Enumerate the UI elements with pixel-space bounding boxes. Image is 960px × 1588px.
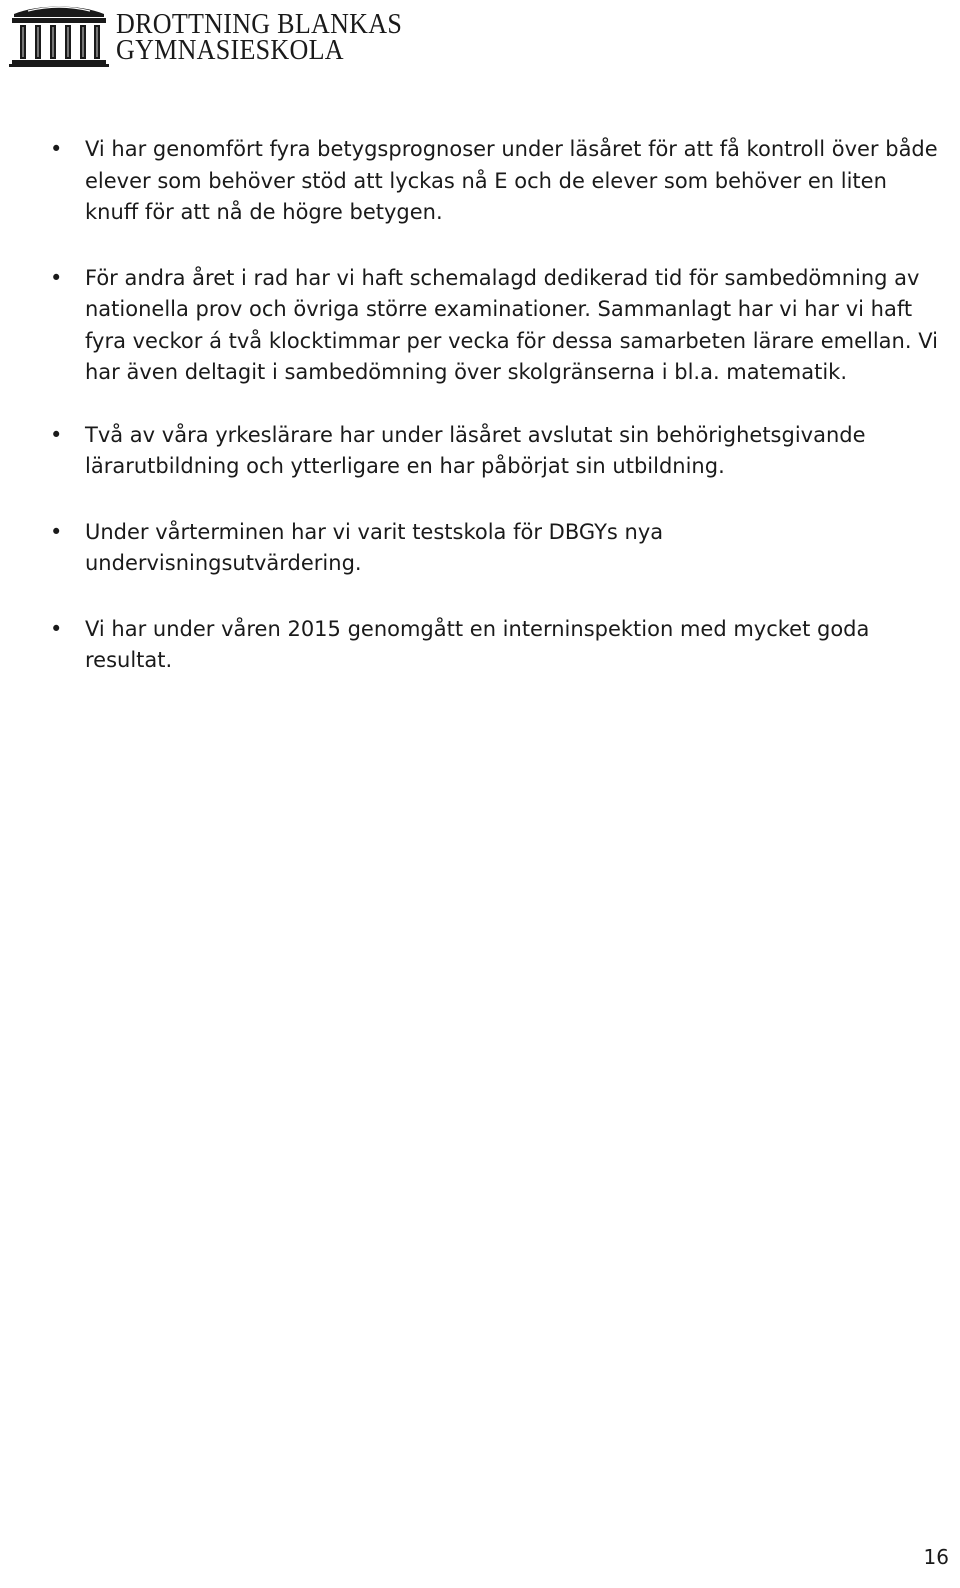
columns-building-icon (8, 2, 110, 68)
list-item-text: Under vårterminen har vi varit testskola för DBGYs nya undervisningsutvärdering. (85, 519, 664, 575)
school-header (8, 2, 424, 70)
bullet-marker: • (50, 265, 63, 290)
list-item-text: Vi har genomfört fyra betygsprognoser under läsåret för att få kontroll över både elever som behöver stöd att lyckas nå E och de elever som behöver en liten knuff för att nå de högre betygen. (85, 137, 938, 224)
logo-line-1: DROTTNING BLANKAS (116, 9, 403, 40)
list-item-text: För andra året i rad har vi haft schemalagd dedikerad tid för sambedömning av nationella prov och övriga större examinationer. Sammanlagt har vi har vi haft fyra veckor á två klocktimmar per vecka för dessa samarbeten lärare emellan. Vi har även deltagit i sambedömning över skolgränserna i bl.a. matematik. (85, 265, 938, 384)
list-item (0, 420, 960, 483)
list-item (0, 614, 960, 677)
list-item-text: Två av våra yrkeslärare har under läsåret avslutat sin behörighetsgivande lärarutbildning och ytterligare en har påbörjat sin utbildning. (85, 422, 866, 478)
bullet-marker: • (50, 137, 63, 161)
logo-line-2: GYMNASIESKOLA (116, 35, 344, 66)
document-body (0, 134, 960, 711)
list-item (0, 517, 960, 580)
list-item (0, 134, 960, 229)
list-item (0, 263, 960, 389)
bullet-list (0, 134, 960, 677)
page-number: 16 (923, 1545, 949, 1569)
list-item-text: Vi har under våren 2015 genomgått en interninspektion med mycket goda resultat. (85, 616, 870, 672)
bullet-marker: • (50, 616, 63, 641)
bullet-marker: • (50, 422, 63, 447)
bullet-marker: • (50, 519, 63, 544)
school-logo-text (116, 9, 424, 66)
